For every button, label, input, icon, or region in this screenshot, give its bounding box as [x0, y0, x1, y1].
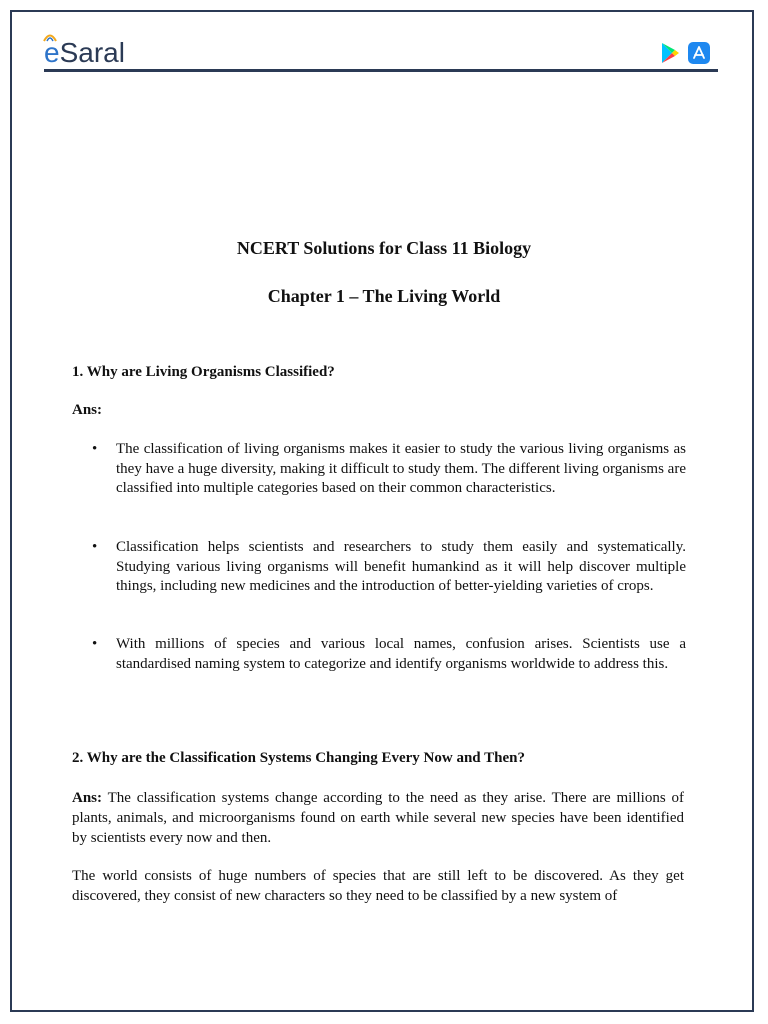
question-2: 2. Why are the Classification Systems Changing Every Now and Then?	[72, 750, 525, 766]
app-store-glyph-icon	[692, 46, 706, 60]
bullet-text: Classification helps scientists and researchers to study them easily and systematically. Studying various living organisms will benefit humankind as it will help discover multiple things, including new medicines and the introduction of better-yielding varieties of crops.	[116, 539, 686, 595]
chapter-title: Chapter 1 – The Living World	[267, 286, 501, 306]
page-border	[10, 10, 754, 1012]
list-item	[92, 440, 686, 499]
logo-arc-icon	[42, 32, 58, 42]
list-item	[92, 538, 686, 597]
answer-2-text: The classification systems change according to the need as they arise. There are millions of plants, animals, and microorganisms found on earth while several new species have been identified by scientists every now and then.	[72, 790, 685, 846]
list-item	[92, 635, 686, 674]
app-store-icon[interactable]	[688, 42, 710, 64]
bullet-icon: •	[92, 441, 98, 457]
logo-text: Saral	[59, 37, 125, 68]
esaral-logo[interactable]	[44, 32, 125, 68]
store-icons	[660, 42, 710, 64]
document-title: NCERT Solutions for Class 11 Biology	[236, 238, 532, 258]
header	[44, 30, 718, 74]
question-1: 1. Why are Living Organisms Classified?	[72, 364, 335, 380]
answer-label-2: Ans:	[72, 790, 103, 806]
bullet-text: With millions of species and various local names, confusion arises. Scientists use a standardised naming system to categorize and identify organisms worldwide to address this.	[116, 636, 686, 672]
answer-label-1: Ans:	[72, 402, 103, 418]
bullet-icon: •	[92, 636, 98, 652]
header-divider	[44, 69, 718, 72]
bullet-icon: •	[92, 539, 98, 555]
logo-e: e	[44, 38, 60, 68]
bullet-text: The classification of living organisms makes it easier to study the various living organisms as they have a huge diversity, making it difficult to study them. The different living organisms are classified into multiple categories based on their common characteristics.	[116, 441, 686, 497]
answer-2-paragraph-2: The world consists of huge numbers of species that are still left to be discovered. As they get discovered, they consist of new characters so they need to be classified by a new system of	[72, 868, 684, 904]
google-play-icon[interactable]	[660, 42, 680, 64]
answer-2	[72, 788, 684, 848]
